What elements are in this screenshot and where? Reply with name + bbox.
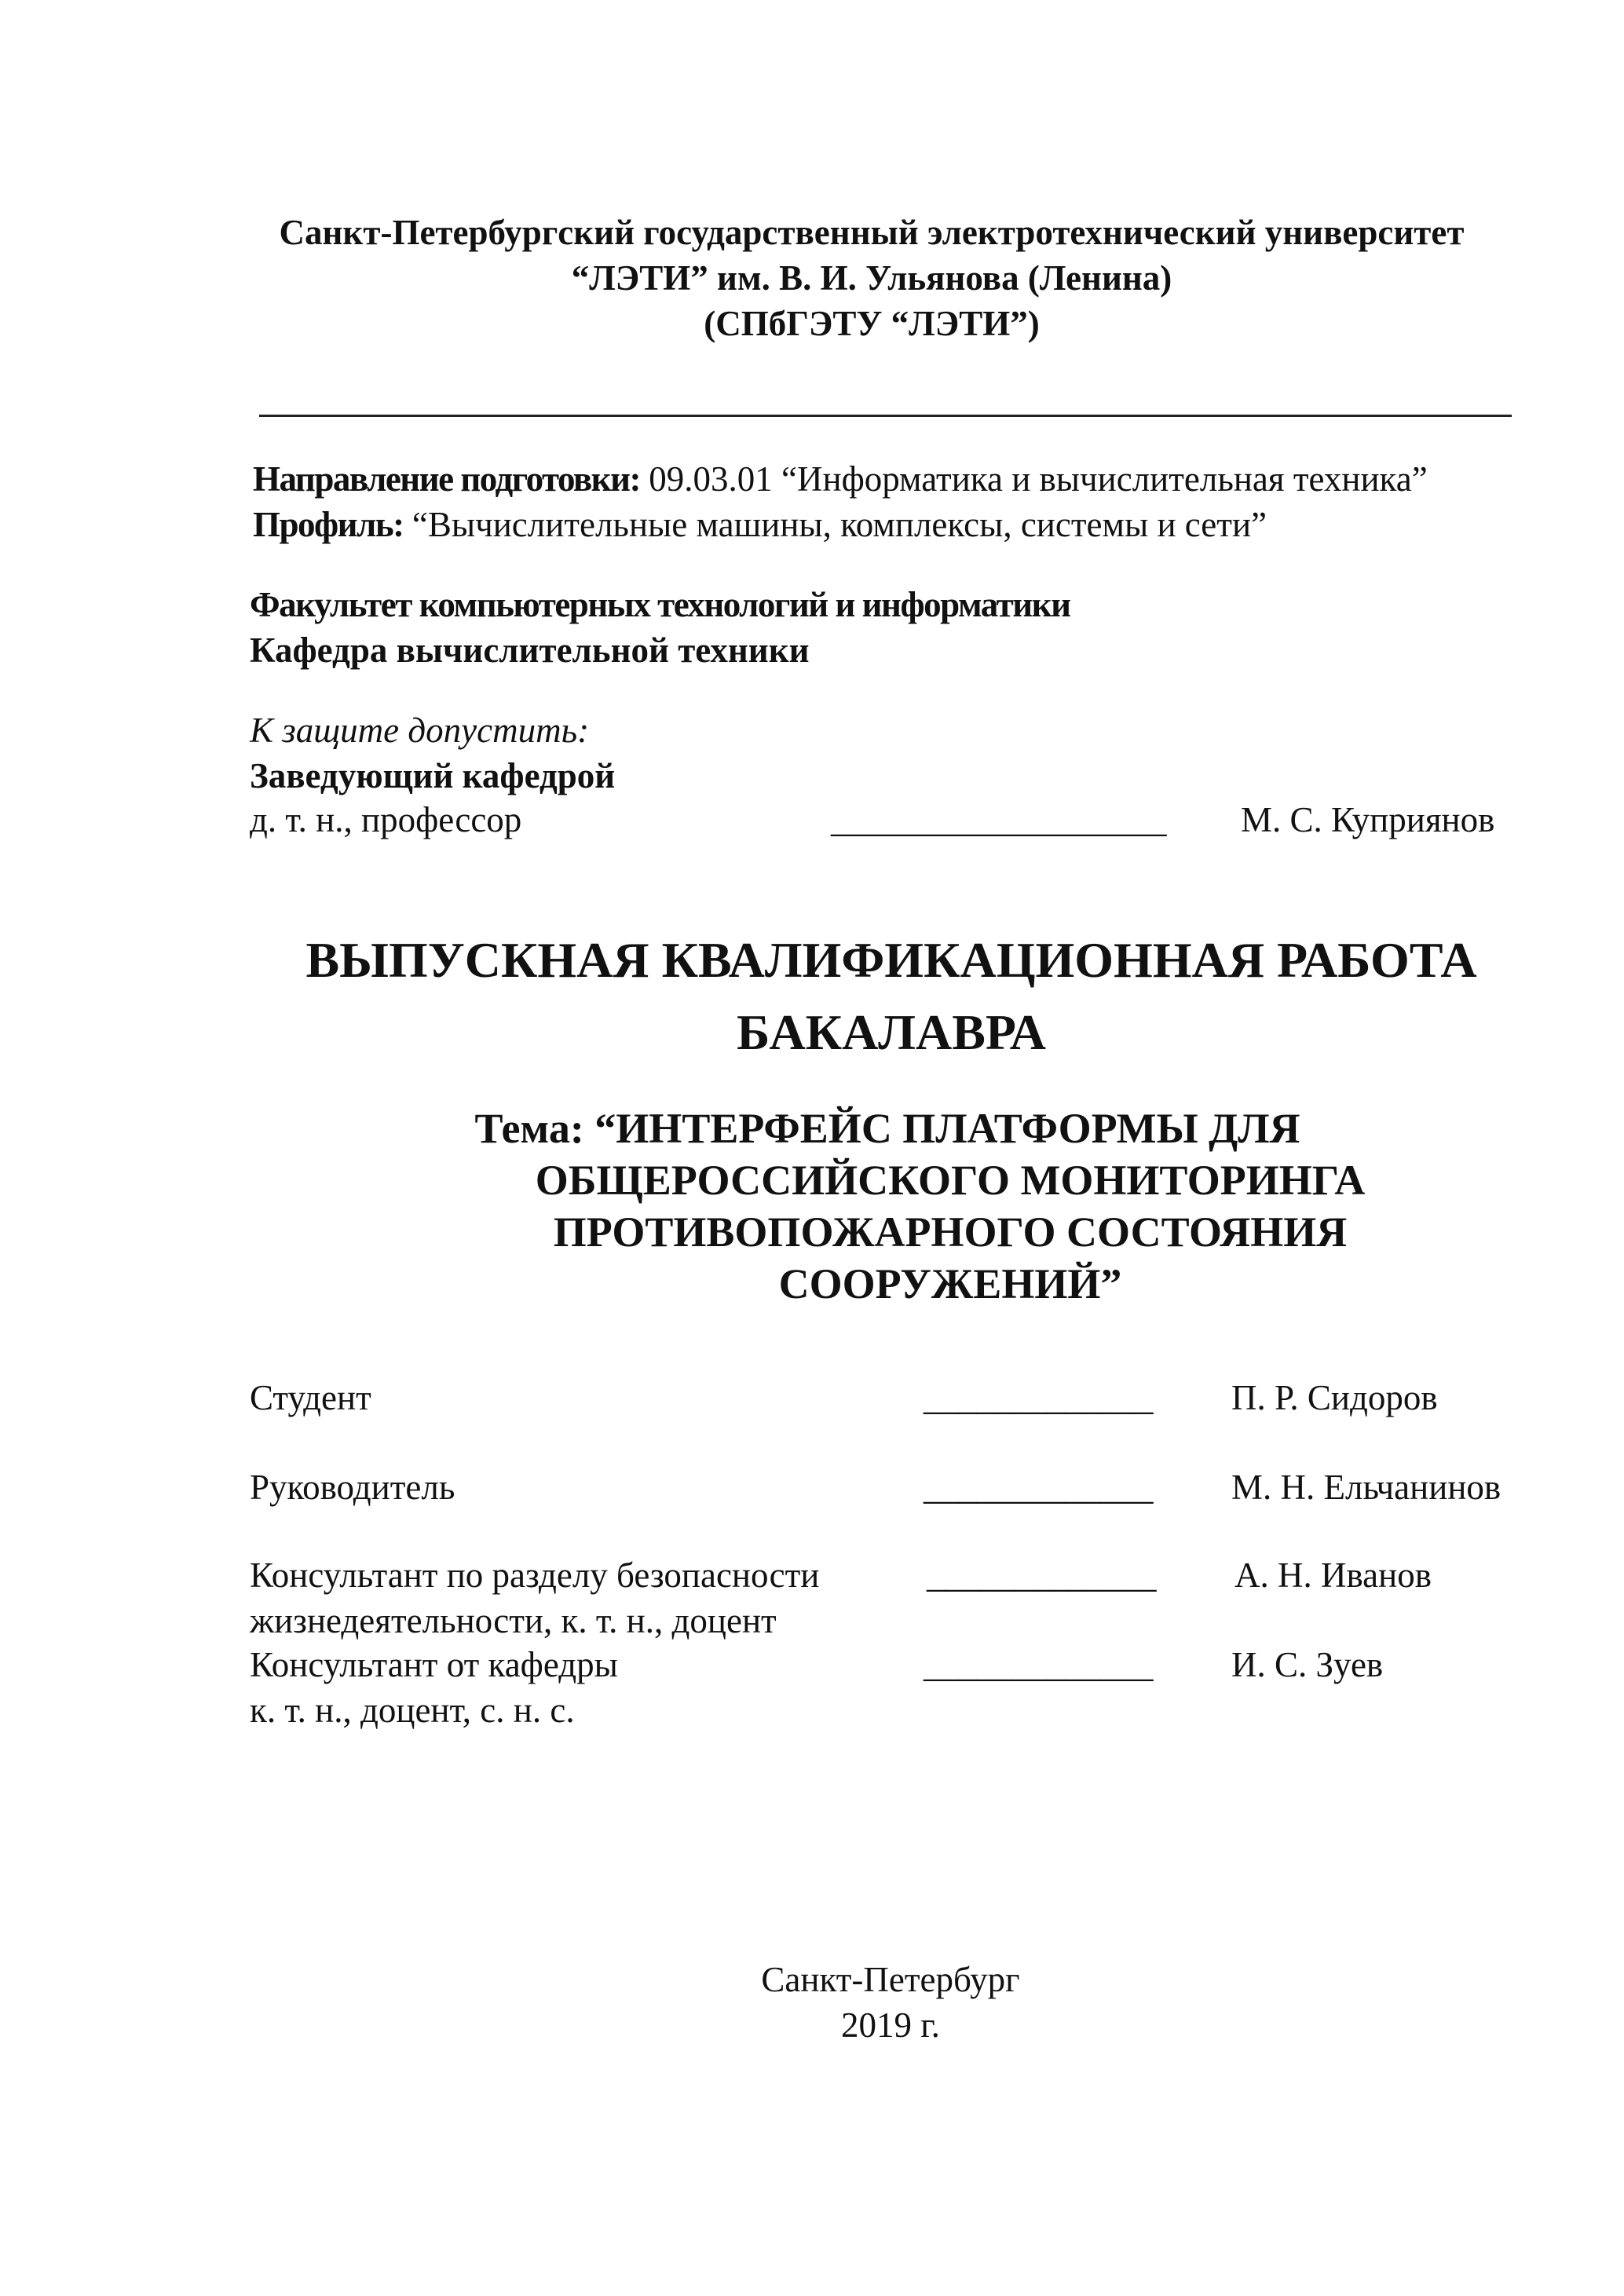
topic-line-1: Тема: “ИНТЕРФЕЙС ПЛАТФОРМЫ ДЛЯ <box>474 1105 1300 1152</box>
header-divider <box>259 415 1512 417</box>
safety-consultant-degree: жизнедеятельности, к. т. н., доцент <box>250 1601 777 1640</box>
university-full-name: “ЛЭТИ” им. В. И. Ульянова (Ленина) <box>571 258 1172 298</box>
profile-label: Профиль: <box>253 505 404 544</box>
topic-line-3: ПРОТИВОПОЖАРНОГО СОСТОЯНИЯ <box>553 1208 1348 1256</box>
direction-row <box>253 457 1428 501</box>
direction-value: 09.03.01 “Информатика и вычислительная техника” <box>640 459 1428 499</box>
faculty-name: Факультет компьютерных технологий и информатики <box>250 585 1070 624</box>
head-signature-line: ___________________ <box>831 800 1167 839</box>
document-title-degree: БАКАЛАВРА <box>736 1004 1047 1060</box>
head-name: М. С. Куприянов <box>1241 800 1495 839</box>
profile-value: “Вычислительные машины, комплексы, системы и сети” <box>403 505 1267 544</box>
department-consultant-signature-line: _____________ <box>924 1645 1154 1684</box>
topic-line-2: ОБЩЕРОССИЙСКОГО МОНИТОРИНГА <box>535 1157 1366 1204</box>
department-name: Кафедра вычислительной техники <box>250 631 810 670</box>
footer-city: Санкт-Петербург <box>761 1960 1020 1999</box>
student-role: Студент <box>250 1378 371 1417</box>
safety-consultant-signature-line: _____________ <box>927 1556 1157 1595</box>
topic-line-4: СООРУЖЕНИЙ” <box>778 1260 1122 1307</box>
direction-label: Направление подготовки: <box>253 459 641 499</box>
head-title: Заведующий кафедрой <box>250 756 616 795</box>
document-title: ВЫПУСКНАЯ КВАЛИФИКАЦИОННАЯ РАБОТА <box>305 932 1477 988</box>
safety-consultant-name: А. Н. Иванов <box>1234 1556 1432 1595</box>
department-consultant-name: И. С. Зуев <box>1231 1645 1384 1684</box>
department-consultant-degree: к. т. н., доцент, с. н. с. <box>250 1691 575 1730</box>
footer-year: 2019 г. <box>841 2005 940 2045</box>
supervisor-role: Руководитель <box>250 1468 455 1507</box>
student-signature-line: _____________ <box>924 1378 1154 1417</box>
department-consultant-role: Консультант от кафедры <box>250 1645 618 1684</box>
safety-consultant-role: Консультант по разделу безопасности <box>250 1556 820 1595</box>
university-name: Санкт-Петербургский государственный электротехнический университет <box>279 213 1465 252</box>
university-abbreviation: (СПбГЭТУ “ЛЭТИ”) <box>704 304 1040 343</box>
profile-row <box>253 503 1267 547</box>
student-name: П. Р. Сидоров <box>1231 1378 1438 1417</box>
supervisor-name: М. Н. Ельчанинов <box>1231 1468 1501 1507</box>
head-degree: д. т. н., профессор <box>250 800 522 839</box>
supervisor-signature-line: _____________ <box>924 1468 1154 1507</box>
admit-label: К защите допустить: <box>250 711 590 750</box>
